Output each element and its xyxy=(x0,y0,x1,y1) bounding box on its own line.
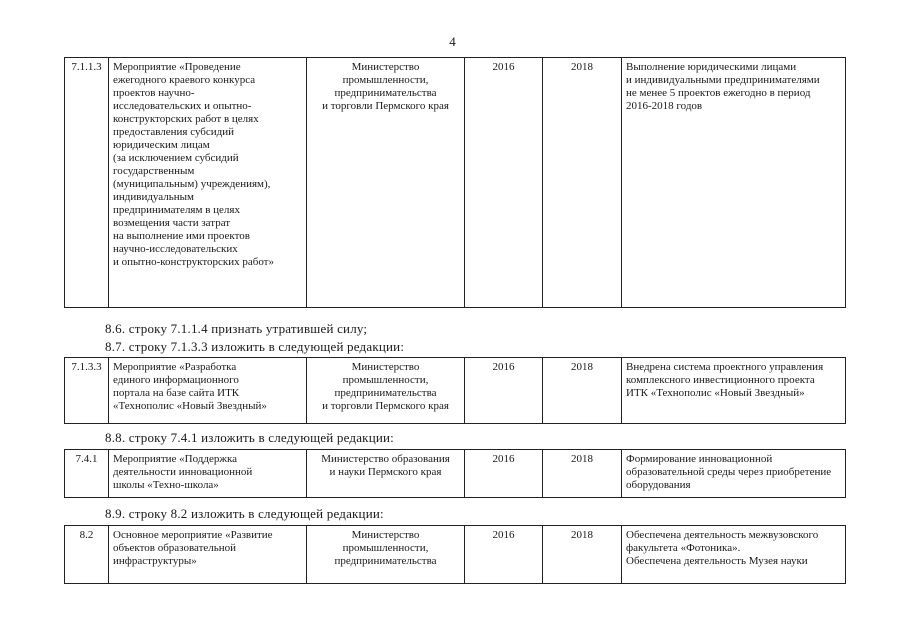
cell-line: проектов научно- xyxy=(113,87,195,99)
cell-line: предоставления субсидий xyxy=(113,126,235,138)
event-description xyxy=(109,358,307,424)
cell-line: и индивидуальными предпринимателями xyxy=(626,74,820,86)
cell-line: Основное мероприятие «Развитие xyxy=(113,529,273,541)
table-row xyxy=(65,58,846,308)
responsible-executor xyxy=(307,358,465,424)
cell-line: инфраструктуры» xyxy=(113,555,197,567)
expected-result xyxy=(622,450,846,498)
cell-line: предпринимательства xyxy=(334,555,437,567)
cell-line: оборудования xyxy=(626,479,691,491)
page-number: 4 xyxy=(449,34,456,49)
cell-line: Обеспечена деятельность Музея науки xyxy=(626,555,808,567)
start-year: 2016 xyxy=(465,358,543,424)
instruction-8-7: 8.7. строку 7.1.3.3 изложить в следующей редакции: xyxy=(105,339,405,354)
expected-result xyxy=(622,526,846,584)
table-row xyxy=(65,450,846,498)
cell-line: на выполнение ими проектов xyxy=(113,230,250,242)
cell-line: «Технополис «Новый Звездный» xyxy=(113,400,267,412)
row-number: 7.1.1.3 xyxy=(65,58,109,308)
end-year: 2018 xyxy=(543,526,622,584)
event-description xyxy=(109,58,307,308)
cell-line: юридическим лицам xyxy=(113,139,210,151)
cell-line: и опытно-конструкторских работ» xyxy=(113,256,274,268)
cell-line: промышленности, xyxy=(342,374,429,386)
cell-line: ежегодного краевого конкурса xyxy=(113,74,256,86)
cell-line: ИТК «Технополис «Новый Звездный» xyxy=(626,387,805,399)
start-year: 2016 xyxy=(465,58,543,308)
cell-line: школы «Техно-школа» xyxy=(113,479,219,491)
responsible-executor xyxy=(307,58,465,308)
event-description xyxy=(109,526,307,584)
cell-line: (за исключением субсидий xyxy=(113,152,239,164)
table-row xyxy=(65,358,846,424)
cell-line: предпринимательства xyxy=(334,387,437,399)
cell-line: промышленности, xyxy=(342,542,429,554)
cell-line: индивидуальным xyxy=(113,191,195,203)
cell-line: (муниципальным) учреждениям), xyxy=(113,178,271,190)
instruction-8-9: 8.9. строку 8.2 изложить в следующей редакции: xyxy=(105,506,384,521)
cell-line: государственным xyxy=(113,165,195,177)
cell-line: Внедрена система проектного управления xyxy=(626,361,824,373)
end-year: 2018 xyxy=(543,58,622,308)
expected-result xyxy=(622,58,846,308)
start-year: 2016 xyxy=(465,450,543,498)
cell-line: и торговли Пермского края xyxy=(322,100,449,112)
cell-line: промышленности, xyxy=(342,74,429,86)
instruction-8-8: 8.8. строку 7.4.1 изложить в следующей редакции: xyxy=(105,430,394,445)
program-table-row-7-1-3-3 xyxy=(64,357,846,424)
cell-line: предпринимательства xyxy=(334,87,437,99)
cell-line: и науки Пермского края xyxy=(329,466,442,478)
cell-line: портала на базе сайта ИТК xyxy=(113,387,240,399)
cell-line: объектов образовательной xyxy=(113,542,237,554)
cell-line: Выполнение юридическими лицами xyxy=(626,61,797,73)
expected-result xyxy=(622,358,846,424)
cell-line: Министерство xyxy=(351,529,420,541)
cell-line: не менее 5 проектов ежегодно в период xyxy=(626,87,811,99)
row-number: 8.2 xyxy=(65,526,109,584)
responsible-executor xyxy=(307,450,465,498)
cell-line: Министерство образования xyxy=(321,453,450,465)
cell-line: деятельности инновационной xyxy=(113,466,253,478)
row-number: 7.4.1 xyxy=(65,450,109,498)
program-table-row-7-4-1 xyxy=(64,449,846,498)
cell-line: единого информационного xyxy=(113,374,239,386)
cell-line: образовательной среды через приобретение xyxy=(626,466,832,478)
program-table-row-8-2 xyxy=(64,525,846,584)
cell-line: Министерство xyxy=(351,361,420,373)
cell-line: комплексного инвестиционного проекта xyxy=(626,374,815,386)
cell-line: научно-исследовательских xyxy=(113,243,238,255)
cell-line: факультета «Фотоника». xyxy=(626,542,741,554)
program-table-row-7-1-1-3 xyxy=(64,57,846,308)
cell-line: Мероприятие «Разработка xyxy=(113,361,237,373)
instruction-8-6: 8.6. строку 7.1.1.4 признать утратившей силу; xyxy=(105,321,368,336)
cell-line: Мероприятие «Проведение xyxy=(113,61,241,73)
cell-line: Мероприятие «Поддержка xyxy=(113,453,238,465)
event-description xyxy=(109,450,307,498)
cell-line: Формирование инновационной xyxy=(626,453,773,465)
cell-line: и торговли Пермского края xyxy=(322,400,449,412)
cell-line: 2016-2018 годов xyxy=(626,100,703,112)
table-row xyxy=(65,526,846,584)
cell-line: Министерство xyxy=(351,61,420,73)
end-year: 2018 xyxy=(543,358,622,424)
start-year: 2016 xyxy=(465,526,543,584)
cell-line: Обеспечена деятельность межвузовского xyxy=(626,529,819,541)
cell-line: исследовательских и опытно- xyxy=(113,100,252,112)
cell-line: возмещения части затрат xyxy=(113,217,231,229)
responsible-executor xyxy=(307,526,465,584)
end-year: 2018 xyxy=(543,450,622,498)
row-number: 7.1.3.3 xyxy=(65,358,109,424)
cell-line: предпринимателям в целях xyxy=(113,204,240,216)
cell-line: конструкторских работ в целях xyxy=(113,113,259,125)
